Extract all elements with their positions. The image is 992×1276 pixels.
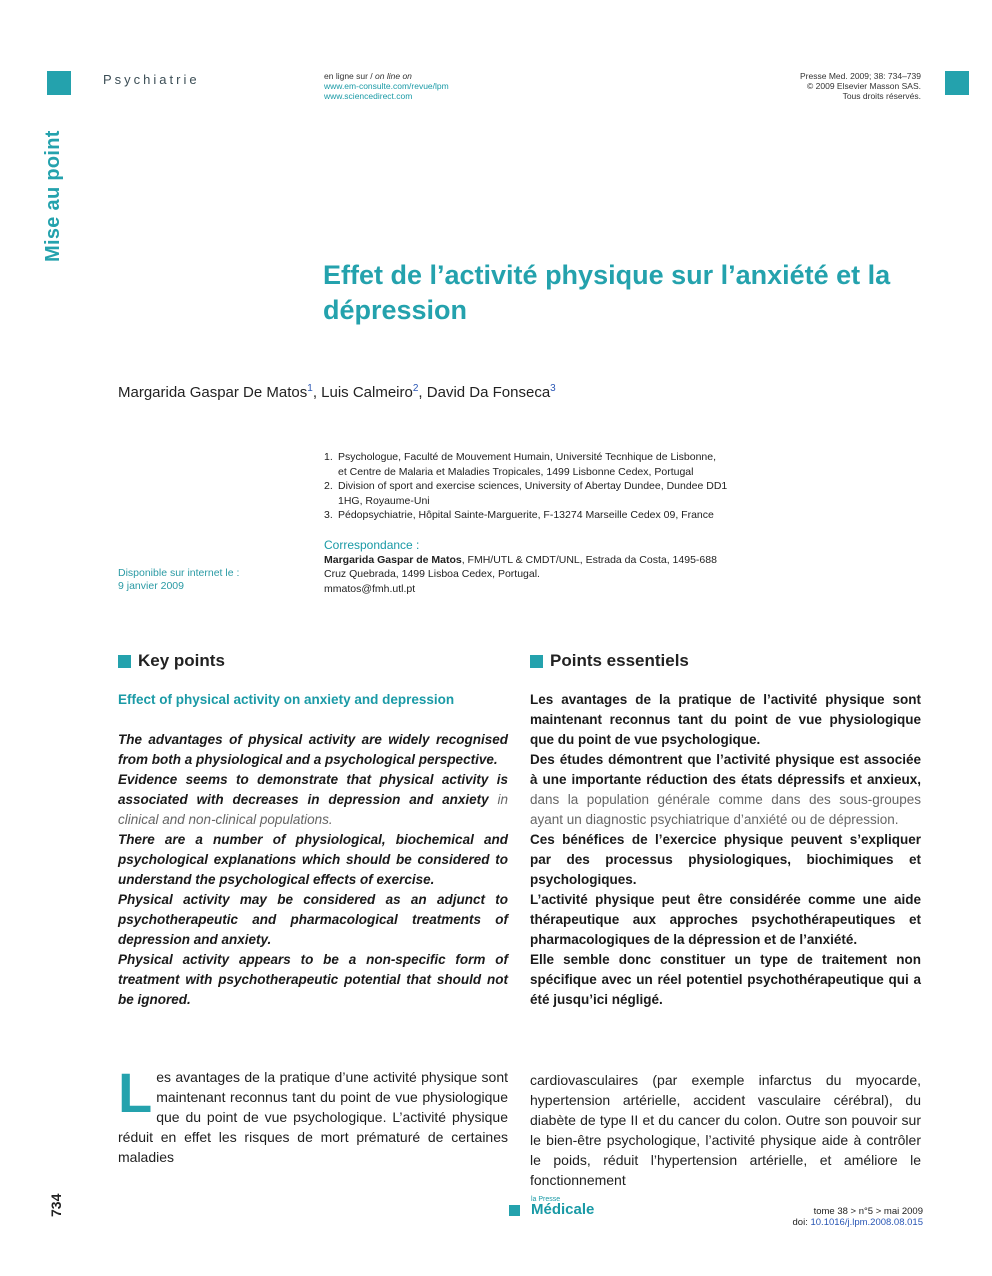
key-point (118, 770, 508, 830)
online-prefix-en: on line on (375, 71, 412, 81)
online-prefix: en ligne sur / (324, 71, 376, 81)
section-marker-right (945, 71, 969, 95)
affiliation-line: Pédopsychiatrie, Hôpital Sainte-Marguerite, F-13274 Marseille Cedex 09, France (338, 509, 714, 521)
availability-date: 9 janvier 2009 (118, 580, 184, 592)
correspondence-address-1: , FMH/UTL & CMDT/UNL, Estrada da Costa, 1495-688 (461, 553, 717, 566)
key-points-heading (118, 651, 225, 671)
correspondence-name: Margarida Gaspar de Matos (324, 553, 462, 566)
key-point-bold: Evidence seems to demonstrate that physical activity is associated with decreases in depression and anxiety (118, 772, 508, 807)
availability-info (118, 567, 239, 593)
correspondence (324, 538, 764, 596)
copyright: © 2009 Elsevier Masson SAS. (807, 81, 921, 91)
affiliation-number: 3. (324, 509, 333, 521)
point-essentiel: L’activité physique peut être considérée comme une aide thérapeutique aux approches psychothérapeutiques et pharmacologiques de la dépression et de l’anxiété. (530, 892, 921, 947)
key-point: The advantages of physical activity are widely recognised from both a physiological and a psychological perspective. (118, 732, 508, 767)
square-logo-icon (509, 1205, 520, 1216)
key-point-light: in clinical and non-clinical populations. (118, 792, 509, 827)
point-essentiel-bold: Des études démontrent que l’activité physique est associée à une importante réduction des états dépressifs et anxieux, (530, 752, 921, 787)
affiliation-line: Psychologue, Faculté de Mouvement Humain, Université Tecnhique de Lisbonne, (338, 451, 717, 463)
doi-line (793, 1217, 923, 1228)
author-name: David Da Fonseca (426, 384, 551, 401)
logo-big-text: Médicale (531, 1201, 595, 1218)
key-points-subtitle: Effect of physical activity on anxiety and depression (118, 692, 455, 707)
rubric-label: Mise au point (42, 130, 64, 262)
url-sciencedirect[interactable]: www.sciencedirect.com (324, 91, 413, 101)
point-essentiel: Ces bénéfices de l’exercice physique peuvent s’expliquer par des processus physiologiques, biochimiques et psychologiques. (530, 832, 921, 887)
doi-label: doi: (792, 1217, 811, 1228)
correspondence-address-2: Cruz Quebrada, 1499 Lisboa Cedex, Portugal. (324, 568, 540, 580)
key-point: Physical activity appears to be a non-specific form of treatment with psychotherapeutic potential that should not be ignored. (118, 952, 508, 1007)
author-affil-ref[interactable]: 3 (550, 383, 556, 394)
affiliation-item (324, 508, 764, 523)
point-essentiel-light: dans la population générale comme dans des sous-groupes ayant un diagnostic psychiatrique d’anxiété ou de dépression. (530, 792, 921, 827)
point-essentiel: Elle semble donc constituer un type de traitement non spécifique avec un réel potentiel psychothérapeutique qui a été jusqu’ici négligé. (530, 952, 921, 1007)
doi-link[interactable]: 10.1016/j.lpm.2008.08.015 (810, 1217, 923, 1228)
affiliation-item (324, 450, 764, 479)
body-text-left: es avantages de la pratique d’une activité physique sont maintenant reconnus tant du point de vue physiologique que du point de vue psychologique. L’activité physique réduit en effet les risques de mort prématuré de certaines maladies (118, 1069, 508, 1165)
affiliation-line: et Centre de Malaria et Maladies Tropicales, 1499 Lisbonne Cedex, Portugal (338, 465, 694, 478)
key-point: Physical activity may be considered as an adjunct to psychotherapeutic and pharmacological treatments of depression and anxiety. (118, 892, 508, 947)
points-essentiels-heading-text: Points essentiels (550, 651, 689, 670)
journal-reference (800, 71, 921, 101)
rights: Tous droits réservés. (842, 91, 921, 101)
author-name: Margarida Gaspar De Matos (118, 384, 308, 401)
page-number: 734 (48, 1193, 64, 1217)
footer-reference (793, 1206, 923, 1228)
points-essentiels-heading (530, 651, 689, 671)
author-affil-ref[interactable]: 2 (412, 383, 419, 394)
logo-small-text: la Presse (531, 1196, 561, 1203)
author-list: Margarida Gaspar De Matos$^1$, Luis Calmeiro$^2$, David Da Fonseca$^3$ (118, 383, 556, 401)
drop-cap: L (118, 1061, 153, 1124)
availability-label: Disponible sur internet le : (118, 567, 240, 579)
point-essentiel: Les avantages de la pratique de l’activité physique sont maintenant reconnus tant du point de vue physiologique que du point de vue psychologique. (530, 692, 921, 747)
affiliation-number: 2. (324, 480, 333, 492)
affiliation-line: Division of sport and exercise sciences, University of Abertay Dundee, Dundee DD1 (338, 480, 728, 492)
online-links (324, 71, 449, 101)
key-point: There are a number of physiological, biochemical and psychological explanations which should be considered to understand the psychological effects of exercise. (118, 832, 508, 887)
square-bullet-icon (118, 655, 131, 668)
url-em-consulte[interactable]: www.em-consulte.com/revue/lpm (324, 81, 449, 91)
square-bullet-icon (530, 655, 543, 668)
body-column-right: cardiovasculaires (par exemple infarctus du myocarde, hypertension artérielle, accident vasculaire cérébral), du diabète de type II et du cancer du colon. Outre son pouvoir sur le bien-être psychologique, l’activité physique aide à contrôler le poids, réduit l’hypertension artérielle, et améliore le fonctionnement (530, 1072, 921, 1188)
affiliation-item (324, 479, 764, 508)
section-marker-left (47, 71, 71, 95)
issue-info: tome 38 > n°5 > mai 2009 (813, 1206, 923, 1217)
points-essentiels-body (530, 690, 921, 1010)
section-label: Psychiatrie (103, 72, 200, 87)
correspondence-email[interactable]: mmatos@fmh.utl.pt (324, 582, 416, 595)
author-name: Luis Calmeiro (321, 384, 413, 401)
affiliations (324, 450, 764, 523)
author-affil-ref[interactable]: 1 (307, 383, 313, 394)
key-points-body (118, 730, 508, 1010)
article-title: Effet de l’activité physique sur l’anxiété et la dépression (323, 260, 891, 325)
journal-citation: Presse Med. 2009; 38: 734–739 (800, 71, 921, 81)
point-essentiel (530, 750, 921, 830)
body-column-left (118, 1061, 508, 1167)
affiliation-number: 1. (324, 451, 333, 463)
key-points-heading-text: Key points (138, 651, 225, 670)
affiliation-line: 1HG, Royaume-Uni (338, 494, 430, 507)
correspondence-heading: Correspondance : (324, 538, 420, 552)
